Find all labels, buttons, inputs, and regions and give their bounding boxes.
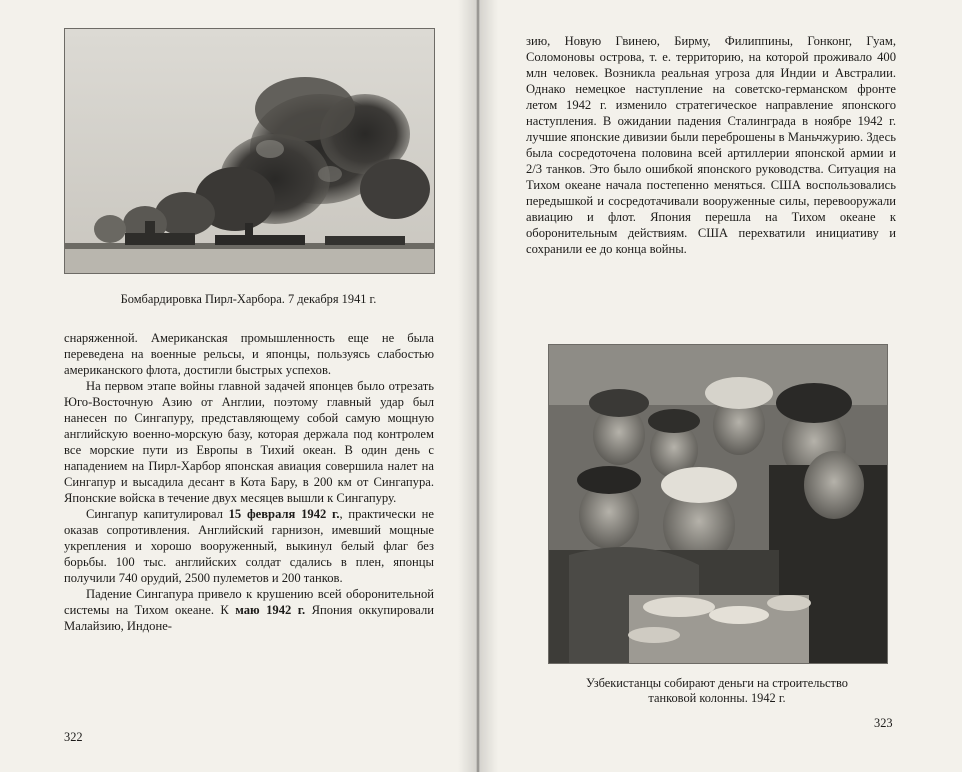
left-page — [0, 0, 478, 772]
right-page-text — [526, 33, 896, 257]
uzbek-collection-photo-illustration — [549, 345, 887, 663]
pearl-harbor-caption: Бомбардировка Пирл-Харбора. 7 декабря 1941 г. — [120, 292, 377, 306]
uzbek-caption-line-2: танковой колонны. 1942 г. — [648, 691, 786, 705]
uzbek-caption-line-1: Узбекистанцы собирают деньги на строительство — [586, 676, 848, 690]
left-page-text — [64, 330, 434, 634]
page-number-left: 322 — [64, 730, 83, 744]
uzbek-photo-caption — [534, 676, 900, 706]
left-paragraph-3: Сингапур капитулировал 15 февраля 1942 г., практически не оказав сопротивления. Английский гарнизон, имевший мощные укрепления и хорошо вооруженный, выкинул белый флаг без борьбы. 100 тыс. английских солдат сдались в плен, японцы получили 740 орудий, 2500 пулеметов и 200 танков. — [64, 507, 434, 585]
right-paragraph-1: зию, Новую Гвинею, Бирму, Филиппины, Гонконг, Гуам, Соломоновы острова, т. е. территорию, на которой проживало 400 млн человек. Возникла реальная угроза для Индии и Австралии. Однако немецкое наступление на советско-германском фронте летом 1942 г. изменило стратегическое направление японского наступления. В ожидании падения Сталинграда в ноябре 1942 г. лучшие японские дивизии были переброшены в Маньчжурию. Здесь была сосредоточена половина всей артиллерии японской армии и 2/3 танков. Это было ошибкой японского руководства. Ситуация на Тихом океане начала постепенно меняться. США воспользовались передышкой и сосредотачивали вооруженные силы, перевооружали авиацию и флот. Япония перешла на Тихом океане к оборонительным действиям. США перехватили инициативу и сохранили ее до конца войны. — [526, 34, 896, 256]
right-page — [478, 0, 962, 772]
page-number-right: 323 — [874, 716, 893, 730]
pearl-harbor-photo — [64, 28, 435, 274]
date-bold: 15 февраля 1942 г. — [228, 507, 340, 521]
pearl-harbor-photo-illustration — [65, 29, 434, 273]
left-paragraph-4: Падение Сингапура привело к крушению всей оборонительной системы на Тихом океане. К маю 1942 г. Япония оккупировали Малайзию, Индоне- — [64, 587, 435, 633]
date-bold: маю 1942 г. — [235, 603, 306, 617]
uzbek-collection-photo — [548, 344, 888, 664]
left-paragraph-2: На первом этапе войны главной задачей японцев было отрезать Юго-Восточную Азию от Англии, поэтому главный удар был нанесен по Сингапуру, представляющему собой самую мощную английскую военно-морскую базу, которая держала под контролем все морские пути из Европы в Тихий океан. В один день с нападением на Пирл-Харбор японская авиация совершила налет на Сингапур и высадила десант в Кота Бару, в 200 км от Сингапура. Японские войска в течение двух месяцев вышли к Сингапуру. — [64, 379, 434, 505]
left-paragraph-1: снаряженной. Американская промышленность еще не была переведена на военные рельсы, и японцы, пользуясь слабостью американского флота, достигли быстрых успехов. — [64, 331, 434, 377]
